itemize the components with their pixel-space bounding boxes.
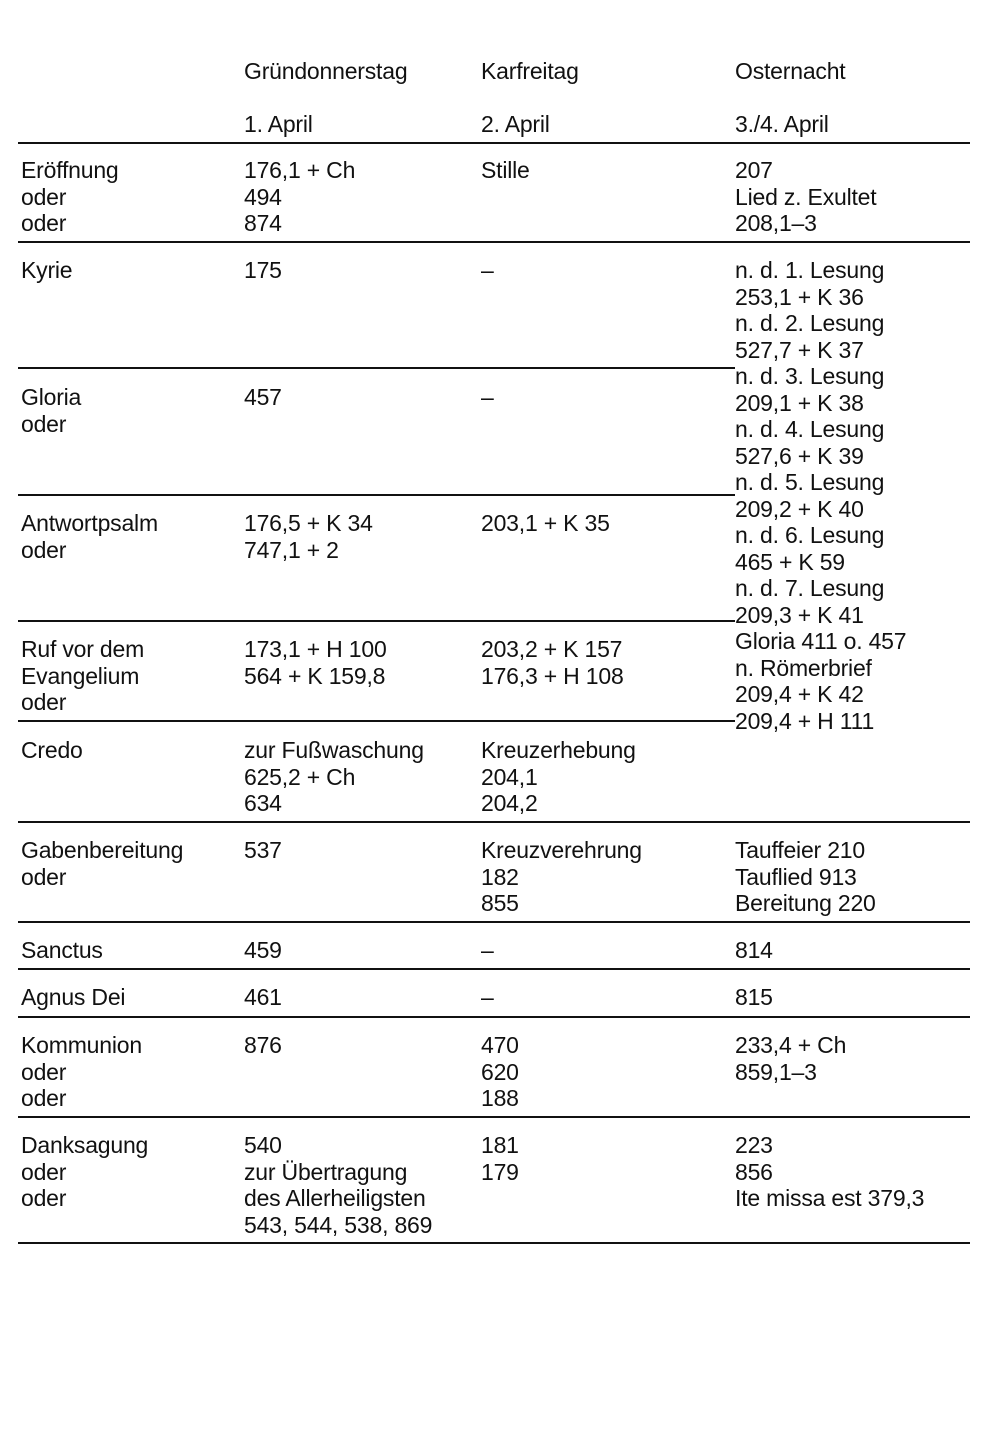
header-col2-date: 2. April [481, 110, 550, 137]
label-line: oder [21, 536, 67, 563]
header-col3-date: 3./4. April [735, 110, 829, 137]
cell-line: 461 [244, 984, 282, 1010]
label-line: Kyrie [21, 257, 73, 283]
cell-credo-col1 [244, 737, 424, 817]
label-line: Agnus Dei [21, 984, 126, 1010]
cell-sanctus-col3 [735, 937, 773, 964]
header-col1 [244, 58, 407, 137]
reading-line: n. d. 6. Lesung [735, 522, 885, 548]
cell-gabenbereitung-col2 [481, 837, 642, 917]
cell-line: 459 [244, 937, 282, 963]
cell-kommunion-col3 [735, 1032, 846, 1085]
rule-header [18, 142, 970, 144]
label-line: oder [21, 210, 67, 236]
cell-agnus-col2 [481, 984, 494, 1011]
cell-ruf-col1 [244, 636, 387, 689]
label-line: oder [21, 863, 67, 890]
cell-danksagung-col2 [481, 1132, 519, 1185]
label-line: Eröffnung [21, 157, 119, 183]
cell-line: 855 [481, 890, 519, 916]
label-line: Evangelium [21, 662, 140, 689]
cell-line: zur Übertragung [244, 1158, 408, 1185]
cell-line: 494 [244, 183, 282, 210]
label-line: Gabenbereitung [21, 837, 184, 863]
label-line: Gloria [21, 384, 82, 410]
reading-line: n. d. 3. Lesung [735, 363, 885, 389]
cell-line: 814 [735, 937, 773, 963]
cell-line: 179 [481, 1158, 519, 1185]
cell-eroeffnung-col3 [735, 157, 876, 237]
osternacht-readings [735, 257, 906, 734]
reading-line: 527,6 + K 39 [735, 442, 864, 469]
cell-antwortpsalm-col1 [244, 510, 373, 563]
cell-kommunion-col2 [481, 1032, 519, 1112]
row-label-gloria [21, 384, 81, 437]
cell-line: 457 [244, 384, 282, 410]
row-label-danksagung [21, 1132, 148, 1212]
reading-line: n. d. 7. Lesung [735, 575, 885, 601]
cell-line: 223 [735, 1132, 773, 1158]
rule-credo [18, 821, 970, 823]
row-label-agnus [21, 984, 125, 1011]
cell-line: – [481, 984, 494, 1010]
reading-line: n. d. 5. Lesung [735, 469, 885, 495]
cell-line: 176,1 + Ch [244, 157, 356, 183]
cell-line: zur Fußwaschung [244, 737, 424, 763]
cell-sanctus-col2 [481, 937, 494, 964]
cell-line: Lied z. Exultet [735, 183, 877, 210]
cell-line: 204,1 [481, 763, 538, 790]
label-line: oder [21, 183, 67, 210]
reading-line: 209,4 + K 42 [735, 681, 864, 707]
cell-ruf-col2 [481, 636, 624, 689]
reading-line: Gloria 411 o. 457 [735, 628, 907, 654]
reading-line: 209,1 + K 38 [735, 389, 864, 416]
reading-line: 465 + K 59 [735, 548, 845, 575]
label-line: Kommunion [21, 1032, 142, 1058]
rule-kyrie [18, 367, 735, 369]
reading-line: n. d. 1. Lesung [735, 257, 885, 283]
cell-gabenbereitung-col1 [244, 837, 282, 864]
row-label-credo [21, 737, 83, 764]
cell-gabenbereitung-col3 [735, 837, 876, 917]
row-label-gabenbereitung [21, 837, 183, 890]
label-line: oder [21, 1085, 67, 1111]
cell-line: 182 [481, 863, 519, 890]
cell-line: 470 [481, 1032, 519, 1058]
cell-line: 634 [244, 790, 282, 816]
rule-eroeffnung [18, 241, 970, 243]
reading-line: 209,4 + H 111 [735, 707, 875, 734]
cell-line: 233,4 + Ch [735, 1032, 847, 1058]
cell-line: 874 [244, 210, 282, 236]
cell-line: 856 [735, 1158, 773, 1185]
cell-agnus-col1 [244, 984, 282, 1011]
cell-line: 181 [481, 1132, 519, 1158]
cell-gloria-col2 [481, 384, 494, 411]
cell-line: Bereitung 220 [735, 890, 876, 916]
cell-line: 876 [244, 1032, 282, 1058]
reading-line: n. d. 2. Lesung [735, 310, 885, 336]
cell-line: 208,1–3 [735, 210, 817, 236]
rule-sanctus [18, 968, 970, 970]
cell-line: 564 + K 159,8 [244, 662, 386, 689]
header-col1-date: 1. April [244, 110, 313, 137]
cell-line: 176,5 + K 34 [244, 510, 373, 536]
row-label-antwortpsalm [21, 510, 158, 563]
cell-line: 175 [244, 257, 282, 283]
cell-antwortpsalm-col2 [481, 510, 610, 537]
label-line: oder [21, 689, 67, 715]
cell-line: Ite missa est 379,3 [735, 1185, 925, 1211]
cell-credo-col2 [481, 737, 636, 817]
rule-gloria [18, 494, 735, 496]
cell-line: 203,1 + K 35 [481, 510, 610, 536]
rule-danksagung [18, 1242, 970, 1244]
label-line: Antwortpsalm [21, 510, 158, 536]
cell-kyrie-col1 [244, 257, 282, 284]
cell-line: Tauflied 913 [735, 863, 857, 890]
cell-danksagung-col1 [244, 1132, 432, 1238]
cell-eroeffnung-col2 [481, 157, 530, 184]
cell-line: 747,1 + 2 [244, 536, 339, 563]
cell-line: – [481, 257, 494, 283]
header-col2 [481, 58, 579, 137]
cell-line: 625,2 + Ch [244, 763, 356, 790]
rule-kommunion [18, 1116, 970, 1118]
header-col1-day: Gründonnerstag [244, 58, 408, 84]
label-line: oder [21, 1158, 67, 1185]
reading-line: n. d. 4. Lesung [735, 416, 885, 442]
cell-line: 815 [735, 984, 773, 1010]
cell-line: – [481, 937, 494, 963]
row-label-eroeffnung [21, 157, 119, 237]
cell-line: 859,1–3 [735, 1058, 817, 1085]
cell-line: 537 [244, 837, 282, 863]
cell-agnus-col3 [735, 984, 773, 1011]
label-line: oder [21, 1185, 67, 1211]
rule-ruf [18, 720, 735, 722]
label-line: Credo [21, 737, 83, 763]
reading-line: 527,7 + K 37 [735, 336, 864, 363]
cell-line: Tauffeier 210 [735, 837, 865, 863]
cell-line: 620 [481, 1058, 519, 1085]
cell-eroeffnung-col1 [244, 157, 355, 237]
label-line: Ruf vor dem [21, 636, 145, 662]
cell-kyrie-col2 [481, 257, 494, 284]
cell-danksagung-col3 [735, 1132, 924, 1212]
cell-line: 543, 544, 538, 869 [244, 1211, 433, 1238]
rule-antwortpsalm [18, 620, 735, 622]
row-label-ruf [21, 636, 144, 716]
rule-gabenbereitung [18, 921, 970, 923]
header-col2-day: Karfreitag [481, 58, 579, 84]
label-line: Sanctus [21, 937, 103, 963]
reading-line: 209,3 + K 41 [735, 601, 864, 628]
cell-line: des Allerheiligsten [244, 1185, 426, 1211]
row-label-kommunion [21, 1032, 142, 1112]
cell-line: – [481, 384, 494, 410]
cell-line: 207 [735, 157, 773, 183]
cell-line: 188 [481, 1085, 519, 1111]
cell-line: 204,2 [481, 790, 538, 816]
cell-gloria-col1 [244, 384, 282, 411]
cell-line: 176,3 + H 108 [481, 662, 624, 689]
cell-line: Kreuzerhebung [481, 737, 636, 763]
cell-line: Kreuzverehrung [481, 837, 642, 863]
label-line: oder [21, 1058, 67, 1085]
cell-line: Stille [481, 157, 530, 183]
header-col3-day: Osternacht [735, 58, 846, 84]
cell-line: 540 [244, 1132, 282, 1158]
row-label-kyrie [21, 257, 72, 284]
reading-line: 253,1 + K 36 [735, 283, 864, 310]
rule-agnus [18, 1016, 970, 1018]
label-line: oder [21, 410, 67, 437]
cell-line: 173,1 + H 100 [244, 636, 387, 662]
header-col3 [735, 58, 846, 137]
reading-line: n. Römerbrief [735, 654, 872, 681]
cell-sanctus-col1 [244, 937, 282, 964]
row-label-sanctus [21, 937, 103, 964]
cell-kommunion-col1 [244, 1032, 282, 1059]
cell-line: 203,2 + K 157 [481, 636, 623, 662]
reading-line: 209,2 + K 40 [735, 495, 864, 522]
label-line: Danksagung [21, 1132, 149, 1158]
